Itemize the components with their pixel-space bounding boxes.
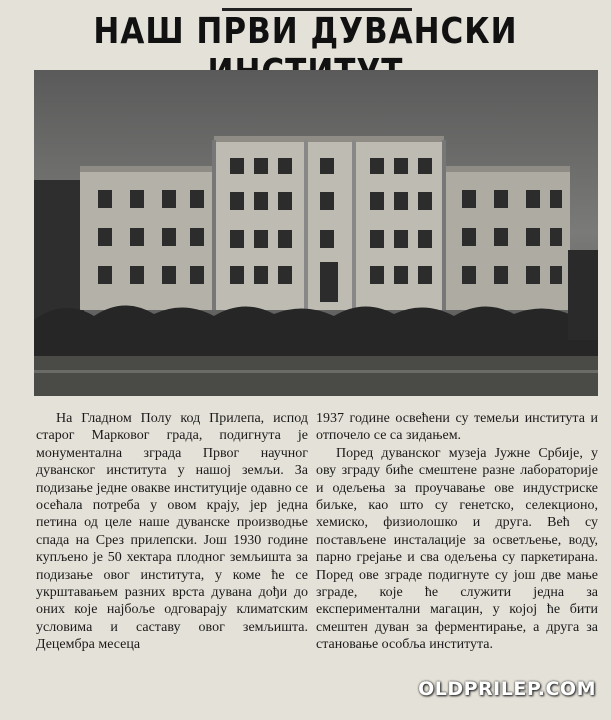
article-paragraph: 1937 године освећени су темељи института и отпочело се са зидањем. bbox=[316, 411, 598, 444]
article-column-left bbox=[36, 410, 308, 654]
article-column-right bbox=[316, 410, 598, 654]
article-paragraph: На Гладном Полу код Прилепа, испод старог Марковог града, подигнута је монументална зграда Првог научног дуванског института у нашој земљи. За подизање једне овакве институције одавно се осећала потреба у овом крају, јер једна петина од целе наше дуванске производње спада на Срез прилепски. Још 1930 године купљено је 50 хектара плодног земљишта за подизање овог института, у коме ће се укрштавањем разних врста дувана дођи до оних које најбоље одговарају климатским условима и саставу овог земљишта. Децембра месеца bbox=[36, 411, 308, 653]
building-photo bbox=[34, 70, 598, 396]
article-paragraph: Поред дуванског музеја Јужне Србије, у ову зграду биће смештене разне лабораторије и одељења за проучавање ове индустриске биљке, као што су генетско, селекционо, хемиско, физиолошко и друга. Већ су постављене инсталације за осветљење, воду, парно грејање и сва одељења су паркетирана. Поред ове зграде подигнуте су још две мање зграде, које ће служити једна за експериментални магацин, у којој ће бити смештен дуван за ферментирање, а друга за становање особља института. bbox=[316, 445, 598, 653]
site-watermark: OLDPRILEP.COM bbox=[418, 678, 596, 700]
article-headline: НАШ ПРВИ ДУВАНСКИ bbox=[93, 10, 518, 52]
